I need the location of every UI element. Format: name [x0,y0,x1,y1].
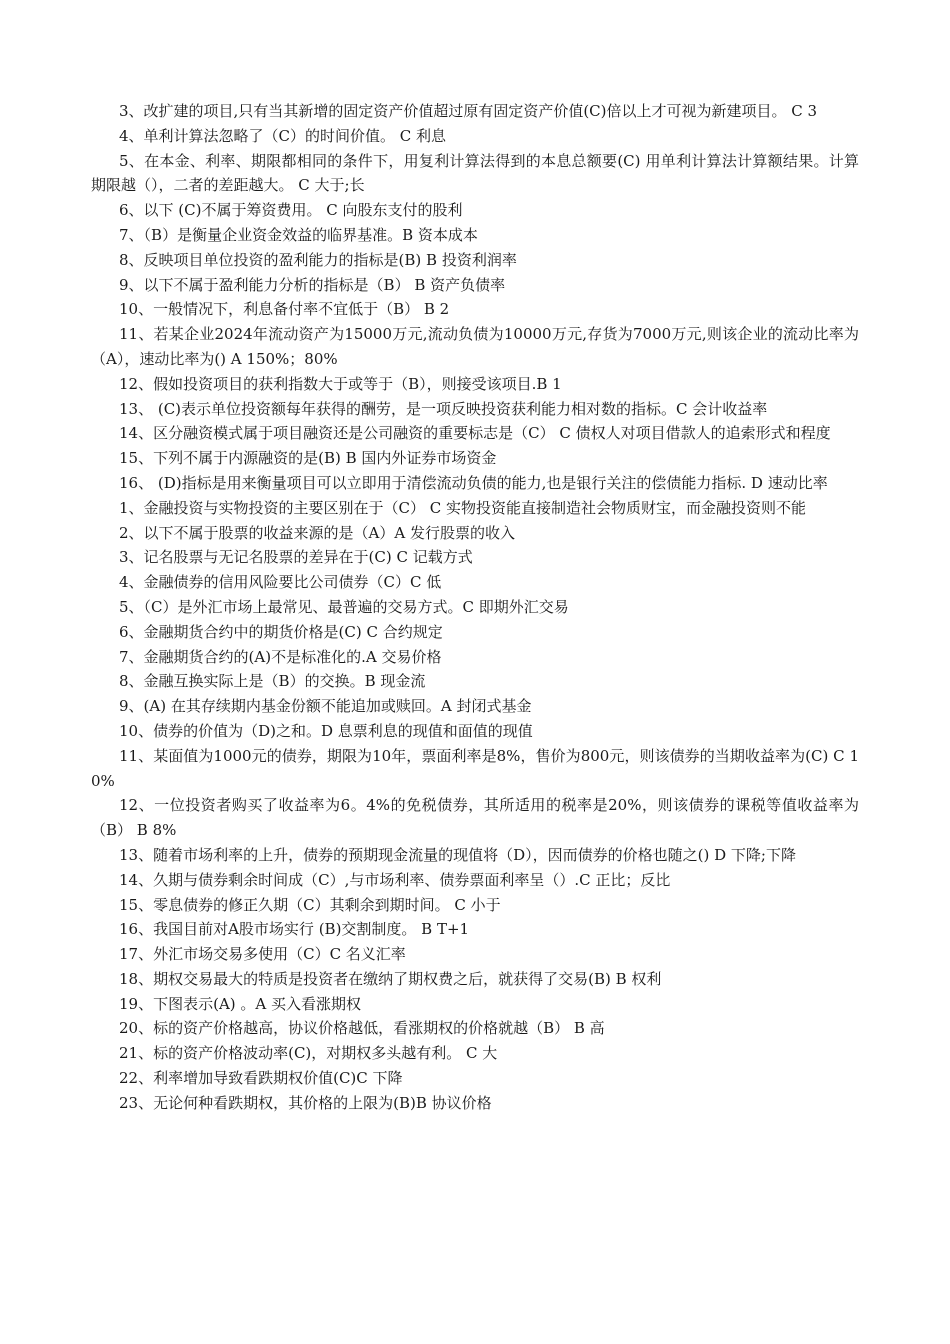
paragraph-q14-project-financing: 14、区分融资模式属于项目融资还是公司融资的重要标志是（C） C 债权人对项目借款人的追索形式和程度 [119,424,831,443]
paragraph-s2-q1-financial-investment: 1、金融投资与实物投资的主要区别在于（C） C 实物投资能直接制造社会物质财宝，而金融投资则不能 [119,498,807,517]
paragraph-s2-q6-futures-price: 6、金融期货合约中的期货价格是(C) C 合约规定 [119,622,443,641]
paragraph-q9-profitability: 9、以下不属于盈利能力分析的指标是（B） B 资产负债率 [119,275,506,294]
paragraph-s2-q19-long-call: 19、下图表示(A) 。A 买入看涨期权 [119,994,361,1013]
paragraph-s2-q18-option-right: 18、期权交易最大的特质是投资者在缴纳了期权费之后，就获得了交易(B) B 权利 [119,969,662,988]
paragraph-q15-internal-financing: 15、下列不属于内源融资的是(B) B 国内外证券市场资金 [119,449,497,468]
paragraph-s2-q10-bond-value: 10、债券的价值为（D)之和。D 息票利息的现值和面值的现值 [119,721,533,740]
paragraph-s2-q11-current-yield: 11、某面值为1000元的债券，期限为10年，票面利率是8%，售价为800元，则该债券的当期收益率为(C) C 10% [91,746,859,790]
paragraph-q3-expansion-project: 3、改扩建的项目,只有当其新增的固定资产价值超过原有固定资产价值(C)倍以上才可视为新建项目。 C 3 [119,102,818,120]
paragraph-s2-q13-rate-rise: 13、随着市场利率的上升，债券的预期现金流量的现值将（D），因而债券的价格也随之() D 下降;下降 [119,845,796,864]
paragraph-q16-quick-ratio: 16、 (D)指标是用来衡量项目可以立即用于清偿流动负债的能力,也是银行关注的偿债能力指标. D 速动比率 [119,473,828,492]
paragraph-s2-q2-stock-income: 2、以下不属于股票的收益来源的是（A）A 发行股票的收入 [119,523,515,542]
paragraph-s2-q14-duration: 14、久期与债券剩余时间成（C）,与市场利率、债券票面利率呈（）.C 正比；反比 [119,870,671,889]
paragraph-s2-q20-call-price: 20、标的资产价格越高，协议价格越低，看涨期权的价格就越（B） B 高 [119,1019,605,1038]
paragraph-s2-q15-zero-coupon: 15、零息债券的修正久期（C）其剩余到期时间。 C 小于 [119,895,501,914]
paragraph-q10-interest-coverage: 10、一般情况下，利息备付率不宜低于（B） B 2 [119,300,450,319]
paragraph-s2-q5-spot-fx: 5、（C）是外汇市场上最常见、最普遍的交易方式。C 即期外汇交易 [119,597,569,616]
paragraph-s2-q21-volatility: 21、标的资产价格波动率(C)，对期权多头越有利。 C 大 [119,1044,498,1063]
paragraph-s2-q17-nominal-rate: 17、外汇市场交易多使用（C）C 名义汇率 [119,945,406,964]
paragraph-s2-q16-settlement: 16、我国目前对A股市场实行 (B)交割制度。 B T+1 [119,920,470,939]
paragraph-q7-capital-cost: 7、（B）是衡量企业资金效益的临界基准。B 资本成本 [119,225,478,244]
paragraph-s2-q22-put-value: 22、利率增加导致看跌期权价值(C)C 下降 [119,1069,403,1088]
paragraph-s2-q7-futures-contract: 7、金融期货合约的(A)不是标准化的.A 交易价格 [119,647,442,666]
paragraph-q8-roi: 8、反映项目单位投资的盈利能力的指标是(B) B 投资利润率 [119,250,517,269]
paragraph-s2-q9-closed-fund: 9、(A) 在其存续期内基金份额不能追加或赎回。A 封闭式基金 [119,697,532,716]
paragraph-q6-financing-cost: 6、以下 (C)不属于筹资费用。 C 向股东支付的股利 [119,201,463,220]
paragraph-s2-q4-credit-risk: 4、金融债券的信用风险要比公司债券（C）C 低 [119,573,442,592]
document-body [91,99,859,1116]
paragraph-q11-current-ratio: 11、若某企业2024年流动资产为15000万元,流动负债为10000万元,存货为7000万元,则该企业的流动比率为（A），速动比率为() A 150%；80% [91,325,859,368]
paragraph-q12-profitability-index: 12、假如投资项目的获利指数大于或等于（B），则接受该项目.B 1 [119,374,562,393]
paragraph-q13-accounting-return: 13、 (C)表示单位投资额每年获得的酬劳，是一项反映投资获利能力相对数的指标。C 会计收益率 [119,399,768,418]
paragraph-s2-q8-swap: 8、金融互换实际上是（B）的交换。B 现金流 [119,672,426,691]
paragraph-s2-q12-taxable-yield: 12、一位投资者购买了收益率为6。4%的免税债券，其所适用的税率是20%，则该债券的课税等值收益率为（B） B 8% [91,796,859,840]
paragraph-s2-q23-put-upper-bound: 23、无论何种看跌期权，其价格的上限为(B)B 协议价格 [119,1093,492,1112]
paragraph-q4-simple-interest: 4、单利计算法忽略了（C）的时间价值。 C 利息 [119,126,447,145]
paragraph-s2-q3-registered-stock: 3、记名股票与无记名股票的差异在于(C) C 记载方式 [119,548,473,567]
paragraph-q5-compound-interest: 5、在本金、利率、期限都相同的条件下，用复利计算法得到的本息总额要(C) 用单利计算法计算额结果。计算期限越（），二者的差距越大。 C 大于;长 [91,151,859,195]
